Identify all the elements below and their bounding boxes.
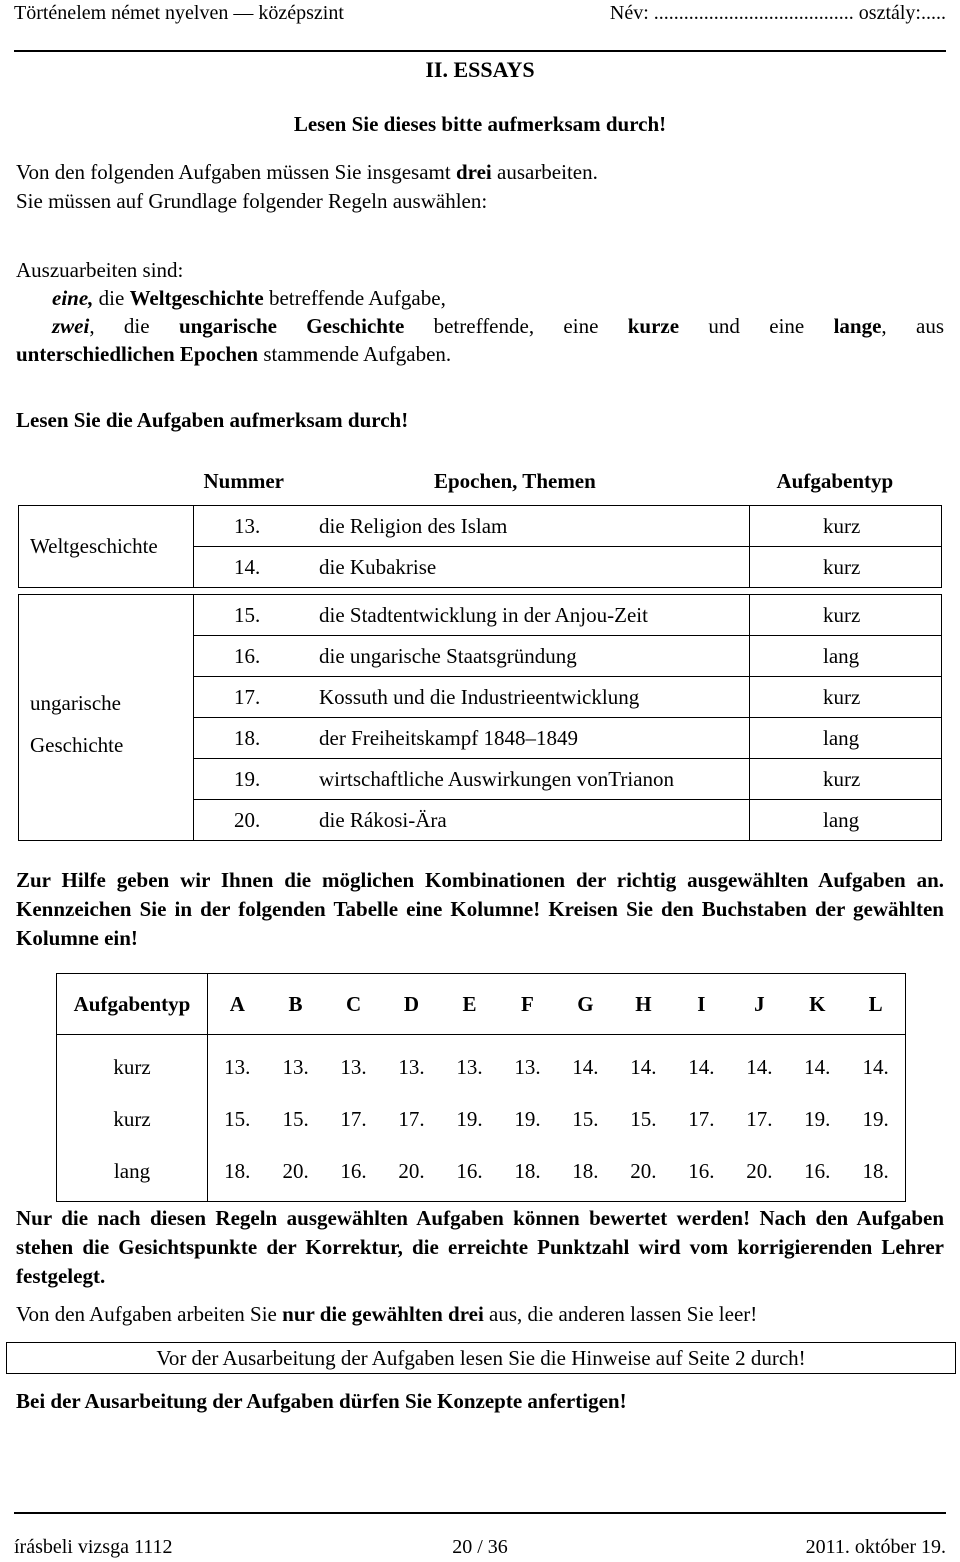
- task-number: 17.: [194, 677, 310, 718]
- read-notice: Lesen Sie dieses bitte aufmerksam durch!: [293, 112, 667, 136]
- footer-date: 2011. október 19.: [805, 1536, 946, 1558]
- combination-cell: 18.: [572, 1158, 599, 1183]
- combination-cell: 14.: [804, 1054, 831, 1079]
- col-number-header: Nummer: [203, 468, 284, 493]
- category-world: Weltgeschichte: [19, 506, 194, 588]
- help-text: Zur Hilfe geben wir Ihnen die möglichen Kombinationen der richtig ausgewählten Aufgaben an. Kennzeichen Sie in der folgenden Tabelle eine Kolumne! Kreisen Sie den Buchstaben der gewählten Kolumne ein!: [16, 868, 944, 950]
- combination-cell: 19.: [804, 1106, 831, 1131]
- concept-note: Bei der Ausarbeitung der Aufgaben dürfen Sie Konzepte anfertigen!: [16, 1389, 627, 1413]
- task-number: 20.: [194, 800, 310, 841]
- header-subject: Történelem német nyelven — középszint: [14, 2, 344, 24]
- task-topic: der Freiheitskampf 1848–1849: [309, 718, 750, 759]
- combination-cell: 14.: [862, 1054, 889, 1079]
- page-footer: [14, 1512, 946, 1562]
- rule-hungarian: zwei, die ungarische Geschichte betreffende, eine kurze und eine lange, aus: [52, 314, 944, 338]
- combination-cell: 18.: [224, 1158, 251, 1183]
- task-type: lang: [750, 718, 942, 759]
- combination-cell: 15.: [630, 1106, 657, 1131]
- column-letter[interactable]: L: [846, 974, 905, 1035]
- read-tasks-notice: Lesen Sie die Aufgaben aufmerksam durch!: [16, 408, 409, 432]
- combination-cell: 18.: [862, 1158, 889, 1183]
- task-type: lang: [750, 636, 942, 677]
- column-letter[interactable]: A: [208, 974, 267, 1035]
- combination-row: [57, 1093, 906, 1145]
- row-type-label: lang: [57, 1145, 208, 1202]
- combination-cell: 14.: [688, 1054, 715, 1079]
- task-type: kurz: [750, 506, 942, 547]
- rules-note: Nur die nach diesen Regeln ausgewählten Aufgaben können bewertet werden! Nach den Aufgaben stehen die Gesichtspunkte der Korrektur, die erreichte Punktzahl wird vom korrigierenden Lehrer festgelegt.: [16, 1206, 944, 1288]
- combination-cell: 18.: [514, 1158, 541, 1183]
- header-name-class: Név: ........................................ osztály:.....: [609, 2, 946, 24]
- combination-row: [57, 1145, 906, 1202]
- combination-cell: 17.: [340, 1106, 367, 1131]
- table-row: [19, 595, 942, 636]
- combination-cell: 16.: [340, 1158, 367, 1183]
- column-letter[interactable]: F: [498, 974, 556, 1035]
- task-topic: die ungarische Staatsgründung: [309, 636, 750, 677]
- combination-cell: 16.: [688, 1158, 715, 1183]
- section-title: II. ESSAYS: [425, 57, 535, 82]
- combination-cell: 14.: [630, 1054, 657, 1079]
- combination-cell: 20.: [282, 1158, 309, 1183]
- col-type-header: Aufgabentyp: [776, 468, 894, 493]
- rule-epochs: unterschiedlichen Epochen stammende Aufgaben.: [16, 342, 452, 366]
- page-header: [14, 0, 946, 52]
- row-type-label: kurz: [57, 1035, 208, 1094]
- rule-world: eine, die Weltgeschichte betreffende Aufgabe,: [52, 286, 446, 310]
- combination-cell: 13.: [282, 1054, 309, 1079]
- task-type: kurz: [750, 759, 942, 800]
- task-topic: wirtschaftliche Auswirkungen vonTrianon: [309, 759, 750, 800]
- task-number: 15.: [194, 595, 310, 636]
- combination-cell: 13.: [340, 1054, 367, 1079]
- only-three-note: Von den Aufgaben arbeiten Sie nur die gewählten drei aus, die anderen lassen Sie leer!: [16, 1302, 758, 1326]
- combination-cell: 15.: [224, 1106, 251, 1131]
- combination-cell: 15.: [282, 1106, 309, 1131]
- topics-table: [18, 457, 942, 841]
- col-topic-header: Epochen, Themen: [434, 468, 596, 493]
- table-row: [19, 506, 942, 547]
- task-type: kurz: [750, 677, 942, 718]
- task-topic: die Rákosi-Ära: [309, 800, 750, 841]
- intro-line-2: Sie müssen auf Grundlage folgender Regeln auswählen:: [16, 189, 488, 213]
- combination-cell: 14.: [572, 1054, 599, 1079]
- column-letter[interactable]: E: [440, 974, 498, 1035]
- intro-line-1: Von den folgenden Aufgaben müssen Sie insgesamt drei ausarbeiten.: [16, 160, 598, 184]
- column-letter[interactable]: G: [556, 974, 614, 1035]
- hint-box: Vor der Ausarbeitung der Aufgaben lesen Sie die Hinweise auf Seite 2 durch!: [6, 1342, 956, 1374]
- task-topic: die Religion des Islam: [309, 506, 750, 547]
- task-type: lang: [750, 800, 942, 841]
- combination-cell: 16.: [804, 1158, 831, 1183]
- column-letter[interactable]: H: [614, 974, 672, 1035]
- combination-label-header: Aufgabentyp: [57, 974, 208, 1035]
- column-letter[interactable]: J: [730, 974, 788, 1035]
- combination-header-row: [57, 974, 906, 1035]
- combination-cell: 13.: [456, 1054, 483, 1079]
- combination-cell: 15.: [572, 1106, 599, 1131]
- combination-cell: 17.: [746, 1106, 773, 1131]
- combination-cell: 20.: [398, 1158, 425, 1183]
- combination-cell: 16.: [456, 1158, 483, 1183]
- combination-cell: 13.: [514, 1054, 541, 1079]
- combination-cell: 20.: [630, 1158, 657, 1183]
- category-hungarian: ungarische Geschichte: [19, 595, 194, 841]
- task-number: 19.: [194, 759, 310, 800]
- footer-exam-id: írásbeli vizsga 1112: [14, 1536, 173, 1558]
- column-letter[interactable]: D: [383, 974, 441, 1035]
- task-type: kurz: [750, 595, 942, 636]
- combination-cell: 19.: [514, 1106, 541, 1131]
- row-type-label: kurz: [57, 1093, 208, 1145]
- task-number: 13.: [194, 506, 310, 547]
- combination-cell: 19.: [862, 1106, 889, 1131]
- column-letter[interactable]: B: [267, 974, 325, 1035]
- task-topic: Kossuth und die Industrieentwicklung: [309, 677, 750, 718]
- combination-cell: 20.: [746, 1158, 773, 1183]
- combination-cell: 17.: [398, 1106, 425, 1131]
- topics-header-row: [19, 457, 942, 506]
- task-type: kurz: [750, 547, 942, 588]
- combination-cell: 14.: [746, 1054, 773, 1079]
- task-topic: die Kubakrise: [309, 547, 750, 588]
- task-number: 14.: [194, 547, 310, 588]
- combination-table: [56, 973, 906, 1202]
- column-letter[interactable]: C: [325, 974, 383, 1035]
- combination-cell: 17.: [688, 1106, 715, 1131]
- combination-cell: 19.: [456, 1106, 483, 1131]
- task-number: 16.: [194, 636, 310, 677]
- page-number: 20 / 36: [452, 1536, 508, 1558]
- task-topic: die Stadtentwicklung in der Anjou-Zeit: [309, 595, 750, 636]
- column-letter[interactable]: I: [672, 974, 730, 1035]
- combination-cell: 13.: [398, 1054, 425, 1079]
- task-number: 18.: [194, 718, 310, 759]
- rules-heading: Auszuarbeiten sind:: [16, 258, 184, 282]
- combination-row: [57, 1035, 906, 1094]
- column-letter[interactable]: K: [788, 974, 846, 1035]
- combination-cell: 13.: [224, 1054, 251, 1079]
